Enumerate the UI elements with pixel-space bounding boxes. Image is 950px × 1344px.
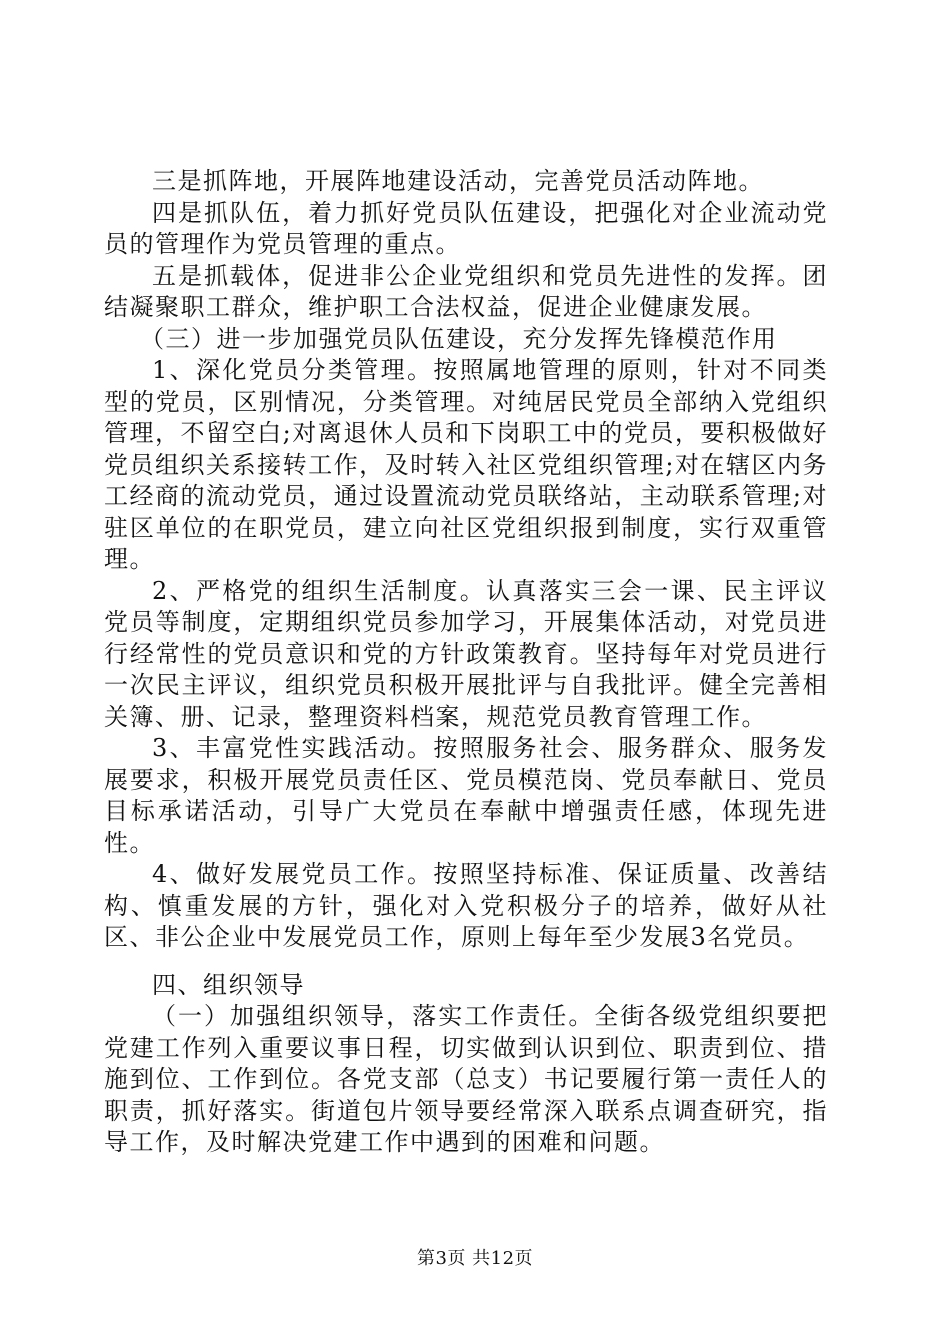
section-heading-member-team: （三）进一步加强党员队伍建设，充分发挥先锋模范作用 — [140, 324, 778, 353]
paragraph-team-building: 四是抓队伍，着力抓好党员队伍建设，把强化对企业流动党员的管理作为党员管理的重点。 — [104, 198, 828, 258]
paragraph-item-1: 1、深化党员分类管理。按照属地管理的原则，针对不同类型的党员，区别情况，分类管理。对纯居民党员全部纳入党组织管理，不留空白;对离退休人员和下岗职工中的党员，要积极做好党员组织关系接转工作，及时转入社区党组织管理;对在辖区内务工经商的流动党员，通过设置流动党员联络站，主动联系管理;对驻区单位的在职党员，建立向社区党组织报到制度，实行双重管理。 — [104, 356, 828, 573]
paragraph-item-4: 4、做好发展党员工作。按照坚持标准、保证质量、改善结构、慎重发展的方针，强化对入党积极分子的培养，做好从社区、非公企业中发展党员工作，原则上每年至少发展3名党员。 — [104, 860, 828, 951]
paragraph-leadership: （一）加强组织领导，落实工作责任。全街各级党组织要把党建工作列入重要议事日程，切实做到认识到位、职责到位、措施到位、工作到位。各党支部（总支）书记要履行第一责任人的职责，抓好落实。街道包片领导要经常深入联系点调查研究，指导工作，及时解决党建工作中遇到的困难和问题。 — [104, 1002, 828, 1156]
paragraph-carrier: 五是抓载体，促进非公企业党组织和党员先进性的发挥。团结凝聚职工群众，维护职工合法权益，促进企业健康发展。 — [104, 261, 828, 321]
section-heading-organization: 四、组织领导 — [152, 970, 305, 999]
page-number-footer: 第3页 共12页 — [416, 1248, 534, 1269]
paragraph-item-2: 2、严格党的组织生活制度。认真落实三会一课、民主评议党员等制度，定期组织党员参加学习，开展集体活动，对党员进行经常性的党员意识和党的方针政策教育。坚持每年对党员进行一次民主评议，组织党员积极开展批评与自我批评。健全完善相关簿、册、记录，整理资料档案，规范党员教育管理工作。 — [104, 576, 828, 731]
paragraph-item-3: 3、丰富党性实践活动。按照服务社会、服务群众、服务发展要求，积极开展党员责任区、党员模范岗、党员奉献日、党员目标承诺活动，引导广大党员在奉献中增强责任感，体现先进性。 — [104, 734, 828, 857]
paragraph-position-building: 三是抓阵地，开展阵地建设活动，完善党员活动阵地。 — [152, 167, 764, 195]
document-body — [104, 166, 828, 1159]
